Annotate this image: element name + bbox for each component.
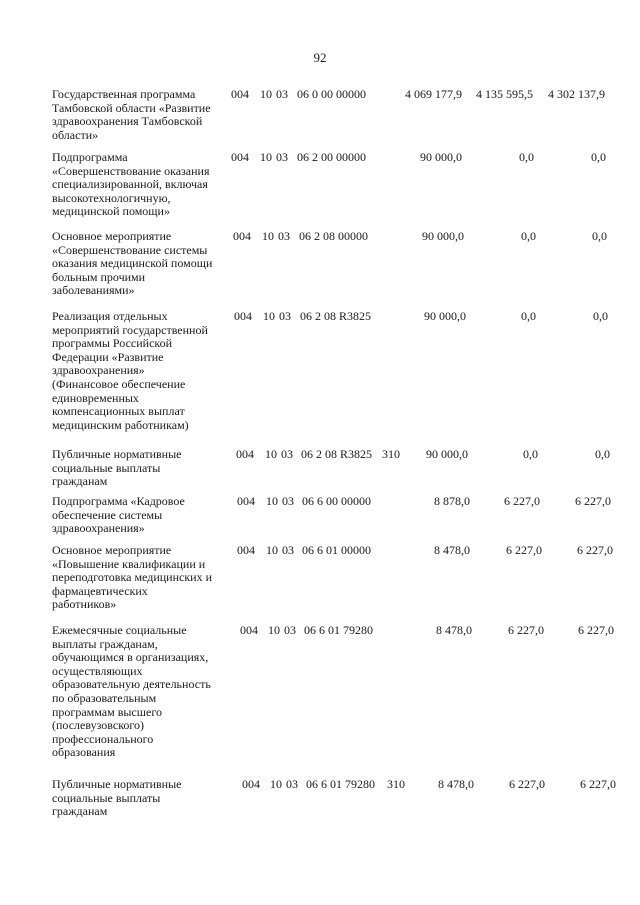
code-vr: 310 bbox=[382, 447, 400, 461]
amount-year2: 6 227,0 bbox=[504, 494, 540, 508]
code-csr: 06 6 00 00000 bbox=[302, 494, 371, 508]
row-name: Государственная программа Тамбовской области «Развитие здравоохранения Тамбовской области» bbox=[52, 87, 211, 142]
amount-year2: 4 135 595,5 bbox=[476, 87, 533, 101]
code-ved: 004 bbox=[233, 229, 251, 243]
code-csr: 06 2 08 R3825 bbox=[300, 309, 372, 323]
code-ved: 004 bbox=[237, 494, 255, 508]
code-pr: 03 bbox=[276, 87, 288, 101]
amount-year1: 90 000,0 bbox=[420, 150, 462, 164]
code-csr: 06 0 00 00000 bbox=[297, 87, 366, 101]
row-name: Подпрограмма «Кадровое обеспечение системы здравоохранения» bbox=[52, 494, 185, 536]
row-name: Подпрограмма «Совершенствование оказания специализированной, включая высокотехнологичную, медицинской помощи» bbox=[52, 150, 210, 219]
amount-year1: 8 478,0 bbox=[438, 777, 474, 791]
page-number: 92 bbox=[313, 50, 327, 65]
amount-year3: 0,0 bbox=[595, 447, 610, 461]
code-ved: 004 bbox=[236, 447, 254, 461]
amount-year2: 0,0 bbox=[519, 150, 534, 164]
amount-year3: 6 227,0 bbox=[578, 623, 614, 637]
code-pr: 03 bbox=[281, 447, 293, 461]
row-name: Публичные нормативные социальные выплаты гражданам bbox=[52, 447, 182, 489]
row-name: Основное мероприятие «Повышение квалификации и переподготовка медицинских и фармацевтических работников» bbox=[52, 543, 213, 612]
amount-year1: 90 000,0 bbox=[424, 309, 466, 323]
code-pr: 03 bbox=[284, 623, 296, 637]
row-name: Основное мероприятие «Совершенствование системы оказания медицинской помощи больным прочими заболеваниями» bbox=[52, 229, 213, 298]
amount-year3: 0,0 bbox=[593, 309, 608, 323]
code-rz: 10 bbox=[260, 87, 272, 101]
code-rz: 10 bbox=[263, 309, 275, 323]
code-csr: 06 2 08 R3825 bbox=[301, 447, 373, 461]
code-csr: 06 2 08 00000 bbox=[299, 229, 368, 243]
code-pr: 03 bbox=[279, 309, 291, 323]
amount-year1: 90 000,0 bbox=[422, 229, 464, 243]
code-rz: 10 bbox=[262, 229, 274, 243]
amount-year3: 0,0 bbox=[591, 150, 606, 164]
code-rz: 10 bbox=[270, 777, 282, 791]
code-ved: 004 bbox=[237, 543, 255, 557]
code-pr: 03 bbox=[282, 543, 294, 557]
code-pr: 03 bbox=[282, 494, 294, 508]
code-vr: 310 bbox=[387, 777, 405, 791]
amount-year2: 0,0 bbox=[521, 229, 536, 243]
amount-year3: 6 227,0 bbox=[575, 494, 611, 508]
amount-year1: 4 069 177,9 bbox=[405, 87, 462, 101]
row-name: Публичные нормативные социальные выплаты гражданам bbox=[52, 777, 182, 819]
amount-year2: 6 227,0 bbox=[509, 777, 545, 791]
code-pr: 03 bbox=[276, 150, 288, 164]
amount-year3: 0,0 bbox=[592, 229, 607, 243]
code-csr: 06 2 00 00000 bbox=[297, 150, 366, 164]
code-ved: 004 bbox=[242, 777, 260, 791]
amount-year1: 8 478,0 bbox=[436, 623, 472, 637]
code-ved: 004 bbox=[231, 87, 249, 101]
code-rz: 10 bbox=[266, 494, 278, 508]
amount-year1: 8 878,0 bbox=[434, 494, 470, 508]
amount-year3: 4 302 137,9 bbox=[548, 87, 605, 101]
code-rz: 10 bbox=[266, 543, 278, 557]
amount-year2: 6 227,0 bbox=[506, 543, 542, 557]
code-pr: 03 bbox=[286, 777, 298, 791]
code-ved: 004 bbox=[234, 309, 252, 323]
amount-year1: 90 000,0 bbox=[426, 447, 468, 461]
code-csr: 06 6 01 00000 bbox=[302, 543, 371, 557]
amount-year1: 8 478,0 bbox=[434, 543, 470, 557]
amount-year2: 0,0 bbox=[523, 447, 538, 461]
amount-year2: 0,0 bbox=[521, 309, 536, 323]
amount-year3: 6 227,0 bbox=[577, 543, 613, 557]
code-rz: 10 bbox=[268, 623, 280, 637]
amount-year3: 6 227,0 bbox=[580, 777, 616, 791]
code-ved: 004 bbox=[231, 150, 249, 164]
code-pr: 03 bbox=[278, 229, 290, 243]
code-rz: 10 bbox=[260, 150, 272, 164]
code-csr: 06 6 01 79280 bbox=[306, 777, 375, 791]
amount-year2: 6 227,0 bbox=[508, 623, 544, 637]
code-ved: 004 bbox=[240, 623, 258, 637]
row-name: Ежемесячные социальные выплаты гражданам, обучающимся в организациях, осуществляющих образовательную деятельность по образовательным программам высшего (послевузовского) профессионального образования bbox=[52, 623, 211, 760]
code-csr: 06 6 01 79280 bbox=[304, 623, 373, 637]
code-rz: 10 bbox=[265, 447, 277, 461]
row-name: Реализация отдельных мероприятий государственной программы Российской Федерации «Развитие здравоохранения» (Финансовое обеспечение единовременных компенсационных выплат медицинским работникам) bbox=[52, 309, 208, 432]
